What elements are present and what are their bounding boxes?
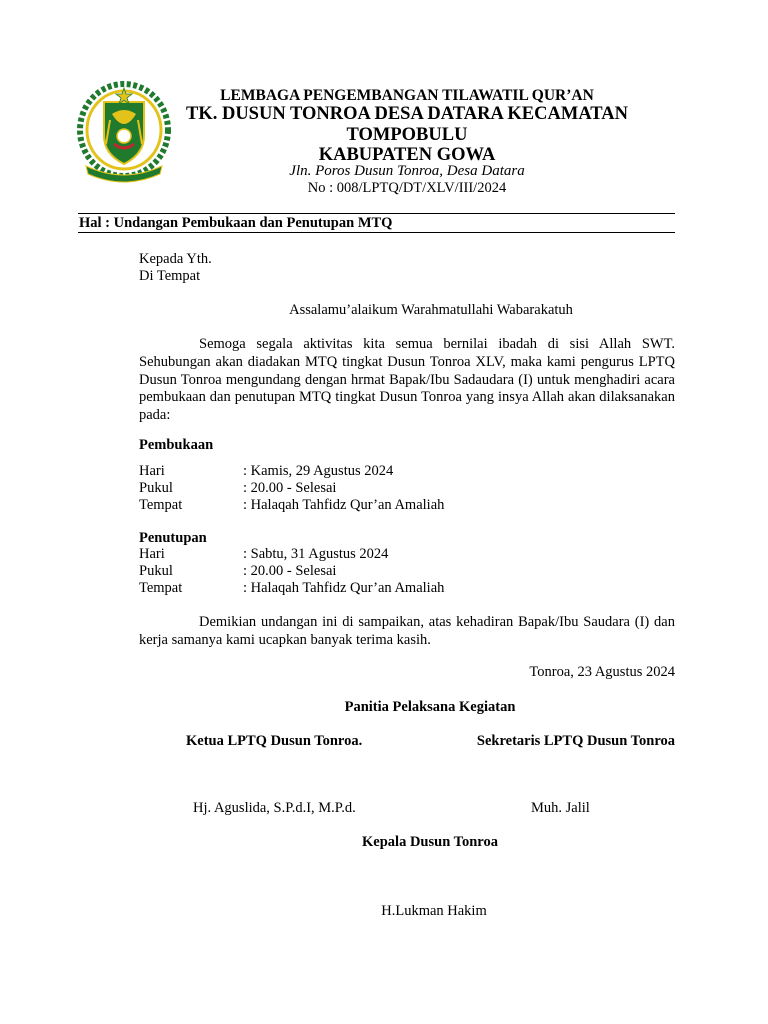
org-line: LEMBAGA PENGEMBANGAN TILAWATIL QUR’AN	[220, 87, 594, 104]
recipient-line-2: Di Tempat	[139, 268, 201, 284]
opening-heading: Pembukaan	[139, 437, 214, 453]
title-line-3: KABUPATEN GOWA	[318, 145, 496, 165]
closing-day-value: : Sabtu, 31 Agustus 2024	[243, 546, 389, 562]
opening-day-value: : Kamis, 29 Agustus 2024	[243, 463, 394, 479]
intro-paragraph: Semoga segala aktivitas kita semua bernilai ibadah di sisi Allah SWT. Sehubungan akan diadakan MTQ tingkat Dusun Tonroa XLV, maka kami pengurus LPTQ Dusun Tonroa mengundang dengan hrmat Bapak/Ibu Sadaudara (I) untuk menghadiri acara pembukaan dan penutupan MTQ tingkat Dusun Tonroa yang insya Allah akan dilaksanakan pada:	[139, 336, 675, 424]
recipient-line-1: Kepada Yth.	[139, 251, 212, 267]
opening-day-label: Hari	[139, 463, 165, 479]
opening-time-label: Pukul	[139, 480, 173, 496]
title-line-2: TOMPOBULU	[346, 124, 468, 145]
subject-line: Hal : Undangan Pembukaan dan Penutupan MTQ	[79, 215, 393, 231]
closing-time-label: Pukul	[139, 563, 173, 579]
closing-day-label: Hari	[139, 546, 165, 562]
greeting: Assalamu’alaikum Warahmatullahi Wabarakatuh	[289, 302, 573, 318]
letterhead-title	[150, 104, 664, 166]
committee-title: Panitia Pelaksana Kegiatan	[344, 699, 516, 715]
opening-place-value: : Halaqah Tahfidz Qur’an Amaliah	[243, 497, 445, 513]
village-head-name: H.Lukman Hakim	[381, 903, 487, 919]
secretary-name: Muh. Jalil	[531, 800, 590, 816]
chair-name: Hj. Aguslida, S.P.d.I, M.P.d.	[193, 800, 356, 816]
opening-time-value: : 20.00 - Selesai	[243, 480, 337, 496]
divider-top	[78, 213, 675, 214]
divider-bottom	[78, 232, 675, 233]
letter-number: No : 008/LPTQ/DT/XLV/III/2024	[307, 180, 507, 196]
title-line-1: TK. DUSUN TONROA DESA DATARA KECAMATAN	[185, 104, 628, 124]
village-head-title: Kepala Dusun Tonroa	[362, 834, 498, 850]
opening-place-label: Tempat	[139, 497, 183, 513]
chair-title: Ketua LPTQ Dusun Tonroa.	[186, 733, 363, 749]
address-line: Jln. Poros Dusun Tonroa, Desa Datara	[289, 163, 525, 179]
closing-place-value: : Halaqah Tahfidz Qur’an Amaliah	[243, 580, 445, 596]
closing-place-label: Tempat	[139, 580, 183, 596]
closing-heading: Penutupan	[139, 530, 207, 546]
place-date: Tonroa, 23 Agustus 2024	[529, 664, 675, 680]
closing-time-value: : 20.00 - Selesai	[243, 563, 337, 579]
closing-paragraph: Demikian undangan ini di sampaikan, atas kehadiran Bapak/Ibu Saudara (I) dan kerja samanya kami ucapkan banyak terima kasih.	[139, 614, 675, 648]
secretary-title: Sekretaris LPTQ Dusun Tonroa	[476, 733, 675, 749]
